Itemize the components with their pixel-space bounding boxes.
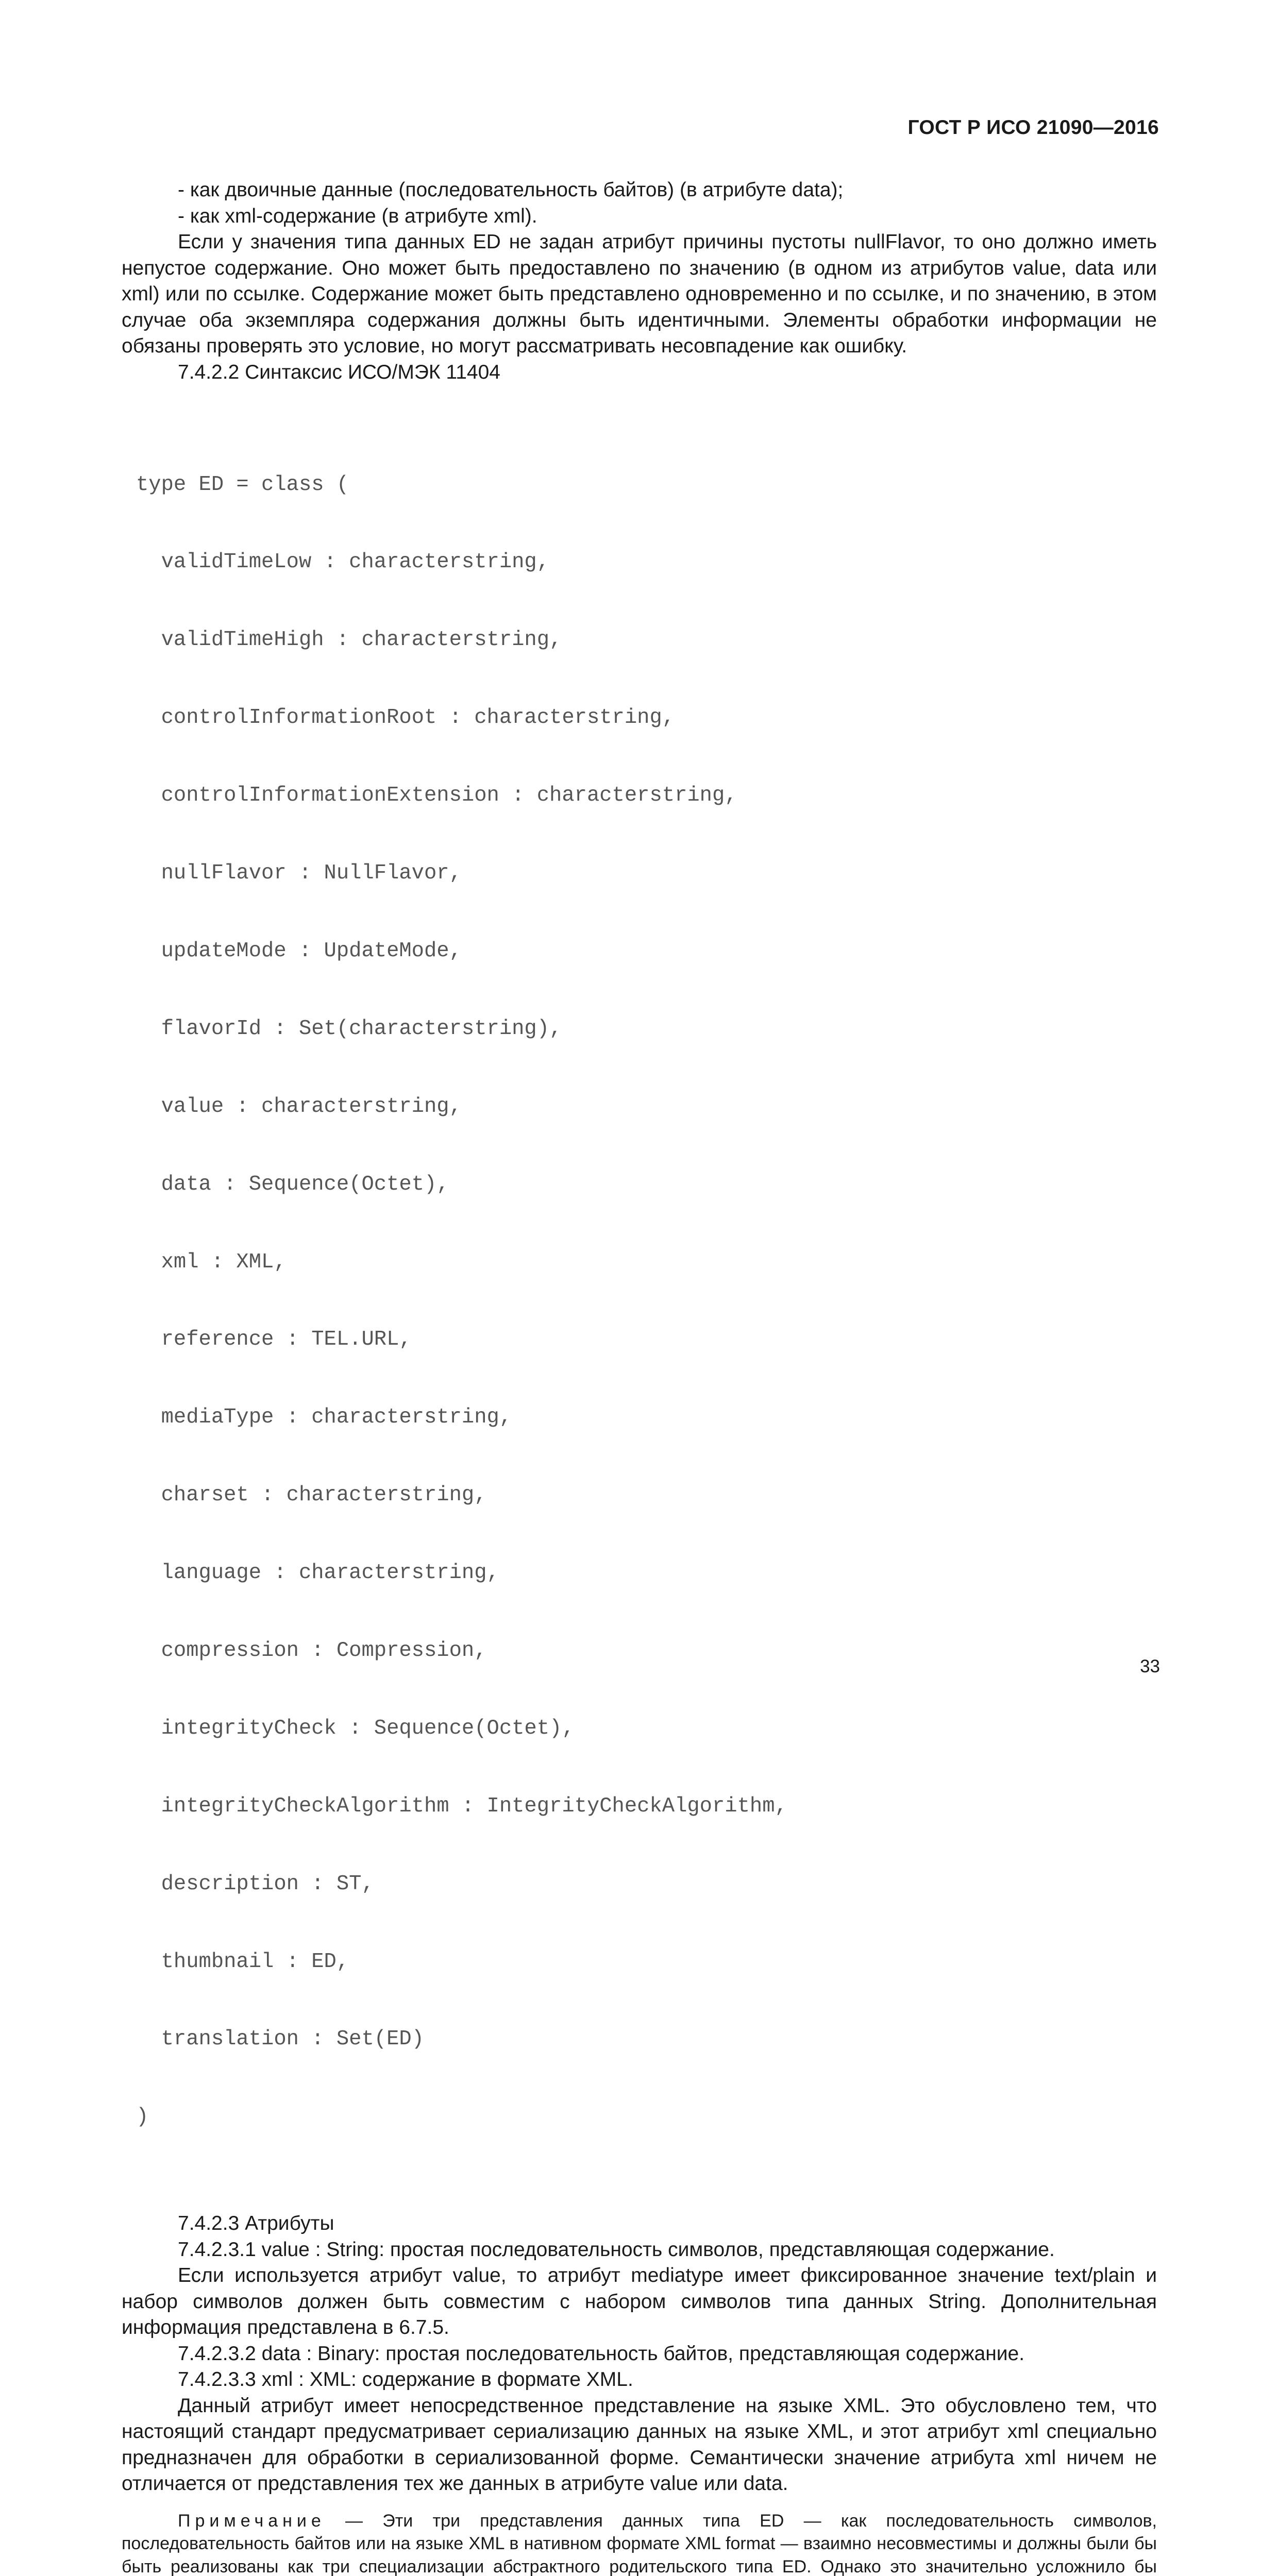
section-heading-74231: 7.4.2.3.1 value : String: простая последовательность символов, представляющая содержание. [178,2238,1055,2261]
paragraph-value: Если используется атрибут value, то атрибут mediatype имеет фиксированное значение text/plain и набор символов должен быть совместим с набором символов типа данных String. Дополнительная информация представлена в 6.7.5. [122,2264,1157,2339]
code-block [136,420,1157,2182]
code-line: language : characterstring, [136,1561,499,1585]
code-line: type ED = class ( [136,472,349,497]
code-line: integrityCheck : Sequence(Octet), [136,1716,575,1740]
code-line: compression : Compression, [136,1638,487,1663]
page-number: 33 [1140,1656,1160,1676]
paragraph-xml: Данный атрибут имеет непосредственное представление на языке XML. Это обусловлено тем, что настоящий стандарт предусматривает сериализацию данных на языке XML, и этот атрибут xml специально предназначен для обработки в сериализованной форме. Семантически значение атрибута xml ничем не отличается от представления тех же данных в атрибуте value или data. [122,2394,1157,2495]
note [122,2510,1157,2576]
code-line: translation : Set(ED) [136,2027,424,2052]
section-heading-7423: 7.4.2.3 Атрибуты [178,2212,334,2235]
code-line: charset : characterstring, [136,1483,487,1507]
code-line: value : characterstring, [136,1094,462,1118]
code-line: integrityCheckAlgorithm : IntegrityCheckAlgorithm, [136,1794,787,1818]
code-line: ) [136,2105,149,2129]
code-line: flavorId : Set(characterstring), [136,1016,562,1041]
page-content [122,177,1157,2576]
code-line: thumbnail : ED, [136,1950,349,1974]
paragraph-nullflavor: Если у значения типа данных ED не задан атрибут причины пустоты nullFlavor, то оно должно иметь непустое содержание. Оно может быть предоставлено по значению (в одном из атрибутов value, data или xml) или по ссылке. Содержание может быть представлено одновременно и по ссылке, и по значению, в этом случае оба экземпляра содержания должны быть идентичными. Элементы обработки информации не обязаны проверять это условие, но могут рассматривать несовпадение как ошибку. [122,231,1157,357]
code-line: data : Sequence(Octet), [136,1172,449,1196]
code-line: validTimeHigh : characterstring, [136,628,562,652]
list-item-binary: - как двоичные данные (последовательность байтов) (в атрибуте data); [178,179,844,201]
list-item-xml: - как xml-содержание (в атрибуте xml). [178,205,537,227]
code-line: xml : XML, [136,1250,287,1274]
section-heading-7422: 7.4.2.2 Синтаксис ИСО/МЭК 11404 [178,361,500,383]
code-line: updateMode : UpdateMode, [136,939,462,963]
document-header: ГОСТ Р ИСО 21090—2016 [907,116,1159,139]
code-line: mediaType : characterstring, [136,1405,512,1430]
note-text: — Эти три представления данных типа ED — как последовательность символов, последовательность байтов или на языке XML в нативном формате XML format — взаимно несовместимы и должны были бы быть реализованы как три специализации абстрактного родительского типа ED. Однако это значительно усложнило бы [122,2511,1157,2576]
code-line: controlInformationRoot : characterstring, [136,706,675,730]
code-line: reference : TEL.URL, [136,1328,412,1352]
code-line: description : ST, [136,1872,374,1896]
section-heading-74232: 7.4.2.3.2 data : Binary: простая последовательность байтов, представляющая содержание. [178,2342,1025,2365]
note-label: Примечание [178,2511,326,2531]
code-line: controlInformationExtension : characterstring, [136,784,737,808]
code-line: validTimeLow : characterstring, [136,550,550,574]
section-heading-74233: 7.4.2.3.3 xml : XML: содержание в формате XML. [178,2368,633,2391]
code-line: nullFlavor : NullFlavor, [136,861,462,886]
